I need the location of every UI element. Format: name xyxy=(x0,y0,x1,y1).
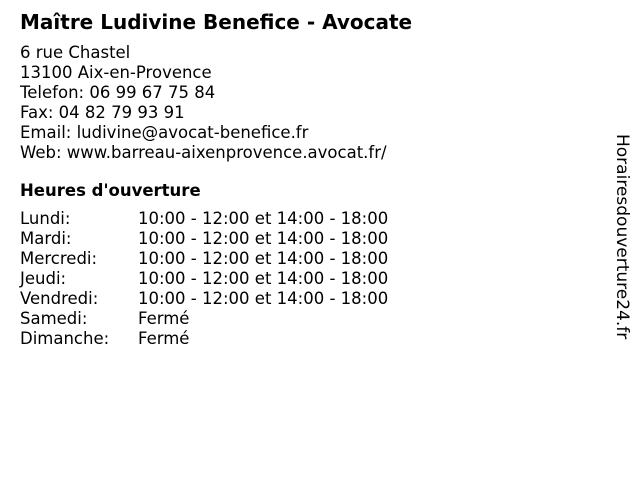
time-value: 10:00 - 12:00 et 14:00 - 18:00 xyxy=(138,269,389,288)
hours-row-saturday xyxy=(20,309,600,329)
business-title: Maître Ludivine Benefice - Avocate xyxy=(20,10,413,34)
day-label: Mardi: xyxy=(20,229,72,248)
hours-heading: Heures d'ouverture xyxy=(20,181,201,200)
postal-city: 13100 Aix-en-Provence xyxy=(20,63,212,82)
hours-row-friday xyxy=(20,289,600,309)
day-label: Lundi: xyxy=(20,209,71,228)
website-line: Web: www.barreau-aixenprovence.avocat.fr/ xyxy=(20,143,387,162)
hours-row-monday xyxy=(20,209,600,229)
site-watermark: Horairesdouverture24.fr xyxy=(612,134,632,340)
day-label: Mercredi: xyxy=(20,249,98,268)
day-label: Jeudi: xyxy=(20,269,67,288)
address-block xyxy=(20,43,600,163)
fax-line: Fax: 04 82 79 93 91 xyxy=(20,103,185,122)
hours-row-thursday xyxy=(20,269,600,289)
hours-table xyxy=(20,209,600,349)
business-card xyxy=(20,10,600,349)
time-value: 10:00 - 12:00 et 14:00 - 18:00 xyxy=(138,289,389,308)
time-value: 10:00 - 12:00 et 14:00 - 18:00 xyxy=(138,249,389,268)
email-line: Email: ludivine@avocat-benefice.fr xyxy=(20,123,309,142)
time-value: 10:00 - 12:00 et 14:00 - 18:00 xyxy=(138,229,389,248)
day-label: Dimanche: xyxy=(20,329,110,348)
time-value: Fermé xyxy=(138,329,190,348)
day-label: Vendredi: xyxy=(20,289,99,308)
hours-row-wednesday xyxy=(20,249,600,269)
time-value: 10:00 - 12:00 et 14:00 - 18:00 xyxy=(138,209,389,228)
hours-row-sunday xyxy=(20,329,600,349)
day-label: Samedi: xyxy=(20,309,88,328)
phone-line: Telefon: 06 99 67 75 84 xyxy=(20,83,216,102)
hours-row-tuesday xyxy=(20,229,600,249)
time-value: Fermé xyxy=(138,309,190,328)
street-address: 6 rue Chastel xyxy=(20,43,131,62)
